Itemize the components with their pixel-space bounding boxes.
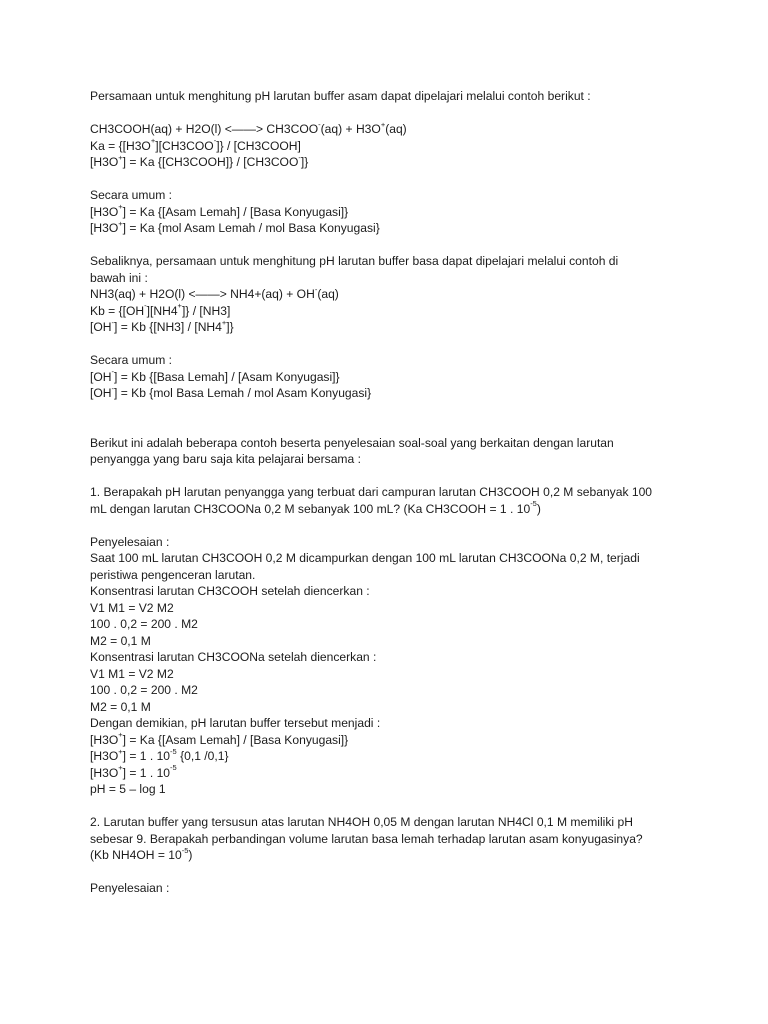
text-segment: ] = Kb {[Basa Lemah] / [Asam Konyugasi]}	[114, 369, 340, 384]
text-line	[90, 831, 690, 848]
text-segment: ]} / [NH3]	[181, 303, 231, 318]
text-line	[90, 600, 690, 617]
text-segment: [H3O	[90, 221, 119, 235]
text-segment: V1 M1 = V2 M2	[90, 666, 174, 681]
text-segment: Penyelesaian :	[90, 881, 170, 895]
blank-line	[90, 336, 690, 353]
text-line	[90, 880, 690, 897]
text-line	[90, 567, 690, 584]
text-segment: M2 = 0,1 M	[90, 699, 151, 714]
superscript: -	[213, 136, 217, 146]
text-segment: )	[536, 501, 541, 516]
text-line	[90, 435, 690, 452]
text-line	[90, 303, 690, 320]
superscript: +	[150, 136, 156, 146]
text-line	[90, 748, 690, 765]
text-segment: sebesar 9. Berapakah perbandingan volume larutan basa lemah terhadap larutan asam konyugasinya?	[90, 831, 643, 846]
text-line	[90, 121, 690, 138]
text-segment: Dengan demikian, pH larutan buffer tersebut menjadi :	[90, 716, 381, 730]
text-line	[90, 369, 690, 386]
text-segment: ]}	[300, 155, 309, 169]
superscript: +	[118, 218, 123, 228]
text-line	[90, 352, 690, 369]
text-segment: peristiwa pengenceran larutan.	[90, 567, 256, 582]
text-line	[90, 484, 690, 501]
text-segment: penyangga yang baru saja kita pelajarai bersama :	[90, 452, 361, 466]
superscript: -	[111, 317, 115, 327]
superscript: -	[144, 301, 147, 311]
text-line	[90, 88, 690, 105]
text-segment: Berikut ini adalah beberapa contoh beserta penyelesaian soal-soal yang berkaitan dengan larutan	[90, 435, 614, 450]
text-segment: 100 . 0,2 = 200 . M2	[90, 617, 198, 631]
text-segment: ] = Kb {[NH3] / [NH4	[114, 320, 222, 334]
superscript: -5	[170, 746, 177, 756]
text-line	[90, 765, 690, 782]
superscript: +	[221, 317, 227, 327]
text-line	[90, 385, 690, 402]
superscript: +	[177, 301, 182, 311]
text-segment: Sebaliknya, persamaan untuk menghitung pH larutan buffer basa dapat dipelajari melalui contoh di	[90, 254, 619, 268]
text-segment: Kb = {[OH	[90, 303, 145, 318]
text-line	[90, 583, 690, 600]
superscript: -	[314, 284, 318, 294]
text-segment: [OH	[90, 369, 112, 384]
superscript: +	[118, 202, 123, 212]
superscript: +	[380, 119, 386, 129]
text-segment: [H3O	[90, 204, 119, 219]
text-segment: ]} / [CH3COOH]	[216, 138, 301, 153]
text-segment: Ka = {[H3O	[90, 138, 151, 153]
text-line	[90, 451, 690, 468]
blank-line	[90, 864, 690, 881]
document-body	[90, 88, 690, 897]
text-segment: CH3COOH(aq) + H2O(l) <——> CH3COO	[90, 122, 319, 136]
text-line	[90, 616, 690, 633]
text-segment: [OH	[90, 320, 112, 334]
text-segment: Secara umum :	[90, 353, 172, 367]
superscript: -	[298, 152, 301, 162]
text-line	[90, 138, 690, 155]
text-segment: ] = 1 . 10	[122, 749, 171, 763]
superscript: -	[318, 119, 321, 129]
text-line	[90, 534, 690, 551]
blank-line	[90, 237, 690, 254]
text-segment: ] = Kb {mol Basa Lemah / mol Asam Konyugasi}	[114, 386, 372, 400]
blank-line	[90, 418, 690, 435]
blank-line	[90, 798, 690, 815]
text-segment: Persamaan untuk menghitung pH larutan buffer asam dapat dipelajari melalui contoh berikut :	[90, 89, 591, 103]
text-segment: Secara umum :	[90, 188, 172, 202]
text-segment: V1 M1 = V2 M2	[90, 600, 174, 615]
text-segment: (aq) + H3O	[320, 122, 381, 136]
text-segment: ][CH3COO	[155, 138, 214, 153]
text-segment: bawah ini :	[90, 270, 148, 285]
superscript: -5	[181, 845, 189, 855]
text-line	[90, 270, 690, 287]
text-line	[90, 253, 690, 270]
text-line	[90, 154, 690, 171]
text-segment: [OH	[90, 386, 112, 400]
text-segment: [H3O	[90, 155, 119, 169]
text-segment: Konsentrasi larutan CH3COOH setelah diencerkan :	[90, 584, 370, 598]
text-segment: ]}	[226, 320, 234, 334]
text-segment: ] = Ka {[Asam Lemah] / [Basa Konyugasi]}	[122, 204, 349, 219]
text-line	[90, 847, 690, 864]
text-line	[90, 666, 690, 683]
text-line	[90, 204, 690, 221]
text-segment: )	[188, 848, 193, 862]
text-line	[90, 682, 690, 699]
superscript: -5	[530, 499, 537, 509]
text-line	[90, 187, 690, 204]
text-segment: Saat 100 mL larutan CH3COOH 0,2 M dicampurkan dengan 100 mL larutan CH3COONa 0,2 M, terjadi	[90, 551, 640, 565]
text-segment: ] = Ka {[CH3COOH]} / [CH3COO	[122, 155, 299, 169]
text-segment: 100 . 0,2 = 200 . M2	[90, 683, 198, 697]
superscript: +	[118, 730, 123, 740]
superscript: +	[118, 746, 123, 756]
text-line	[90, 814, 690, 831]
text-segment: (aq)	[385, 122, 407, 136]
superscript: +	[118, 763, 123, 773]
text-line	[90, 220, 690, 237]
superscript: -	[111, 383, 115, 393]
blank-line	[90, 105, 690, 122]
text-segment: NH3(aq) + H2O(l) <——> NH4+(aq) + OH	[90, 287, 315, 301]
text-line	[90, 781, 690, 798]
text-line	[90, 699, 690, 716]
text-segment: (aq)	[317, 287, 339, 301]
text-segment: M2 = 0,1 M	[90, 633, 151, 648]
blank-line	[90, 171, 690, 188]
text-line	[90, 501, 690, 518]
superscript: -5	[170, 763, 177, 773]
text-segment: 1. Berapakah pH larutan penyangga yang terbuat dari campuran larutan CH3COOH 0,2 M sebanyak 100	[90, 485, 653, 499]
blank-line	[90, 517, 690, 534]
blank-line	[90, 468, 690, 485]
text-segment: [H3O	[90, 749, 119, 763]
text-segment: [H3O	[90, 732, 119, 747]
text-line	[90, 319, 690, 336]
text-segment: ] = Ka {mol Asam Lemah / mol Basa Konyugasi}	[122, 221, 380, 235]
text-line	[90, 715, 690, 732]
text-segment: {0,1 /0,1}	[176, 749, 229, 763]
text-segment: pH = 5 – log 1	[90, 782, 166, 796]
text-segment: Penyelesaian :	[90, 534, 170, 549]
superscript: +	[118, 152, 123, 162]
text-segment: ][NH4	[146, 303, 178, 318]
text-segment: 2. Larutan buffer yang tersusun atas larutan NH4OH 0,05 M dengan larutan NH4Cl 0,1 M memiliki pH	[90, 815, 633, 829]
text-segment: Konsentrasi larutan CH3COONa setelah diencerkan :	[90, 650, 377, 664]
text-segment: ] = 1 . 10	[122, 765, 171, 780]
text-segment: [H3O	[90, 765, 119, 780]
text-line	[90, 633, 690, 650]
text-line	[90, 649, 690, 666]
text-segment: (Kb NH4OH = 10	[90, 848, 182, 862]
blank-line	[90, 402, 690, 419]
superscript: -	[111, 367, 115, 377]
text-segment: ] = Ka {[Asam Lemah] / [Basa Konyugasi]}	[122, 732, 349, 747]
text-line	[90, 732, 690, 749]
text-segment: mL dengan larutan CH3COONa 0,2 M sebanyak 100 mL? (Ka CH3COOH = 1 . 10	[90, 501, 531, 516]
text-line	[90, 550, 690, 567]
